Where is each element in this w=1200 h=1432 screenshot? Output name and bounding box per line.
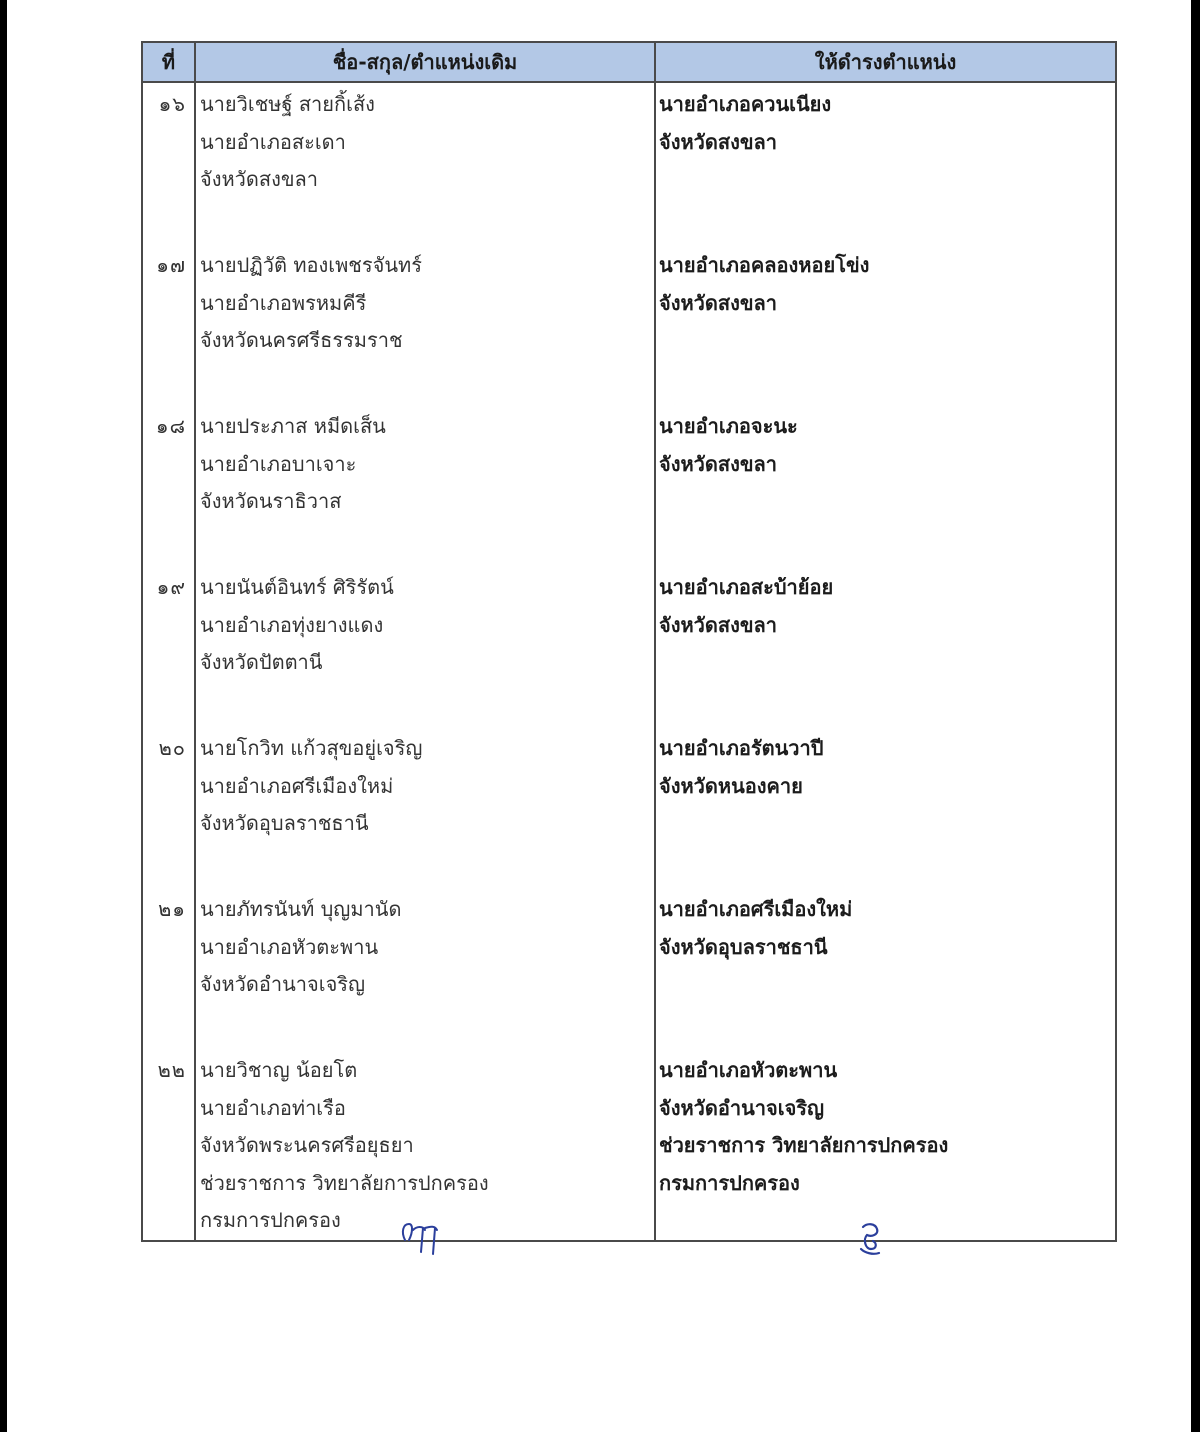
old-position-line: นายอำเภอสะเดา [200,129,346,154]
table-row [142,891,1116,1052]
old-position-line: ช่วยราชการ วิทยาลัยการปกครอง [200,1170,489,1195]
new-position-line: นายอำเภอควนเนียง [659,92,832,116]
table-row [142,569,1116,730]
new-position-line: นายอำเภอรัตนวาปี [659,736,824,760]
table-row [142,730,1116,891]
row-number: ๑๗ [142,247,195,408]
old-position-line: นายประภาส หมีดเส็น [200,414,386,438]
old-position-line: นายอำเภอทุ่งยางแดง [200,612,384,637]
old-position-cell [195,891,655,1052]
old-position-line: นายวิชาญ น้อยโต [200,1058,358,1082]
old-position-cell [195,408,655,569]
old-position-line: จังหวัดปัตตานี [200,650,323,674]
document-page [7,0,1191,1432]
old-position-line: กรมการปกครอง [200,1208,341,1232]
old-position-cell [195,82,655,247]
old-position-cell [195,569,655,730]
new-position-cell [655,569,1116,730]
new-position-line: นายอำเภอสะบ้าย้อย [659,575,834,599]
new-position-line: จังหวัดหนองคาย [659,773,803,798]
old-position-line: จังหวัดอุบลราชธานี [200,811,369,835]
row-number: ๑๘ [142,408,195,569]
row-number: ๑๙ [142,569,195,730]
table-header-row [142,42,1116,82]
header-old-position: ชื่อ-สกุล/ตำแหน่งเดิม [195,42,655,82]
signature-initial-left [395,1214,447,1260]
old-position-line: นายโกวิท แก้วสุขอยู่เจริญ [200,736,423,760]
new-position-cell [655,247,1116,408]
new-position-line: จังหวัดสงขลา [659,290,778,315]
new-position-line: นายอำเภอหัวตะพาน [659,1058,838,1082]
table-body [142,82,1116,1241]
old-position-line: จังหวัดนครศรีธรรมราช [200,328,403,352]
old-position-line: นายอำเภอศรีเมืองใหม่ [200,773,394,798]
appointment-table [141,41,1117,1242]
old-position-line: นายนันต์อินทร์ ศิริรัตน์ [200,575,394,599]
row-number: ๑๖ [142,82,195,247]
old-position-line: นายอำเภอบาเจาะ [200,451,357,476]
old-position-line: นายอำเภอพรหมคีรี [200,290,367,315]
table-row [142,82,1116,247]
row-number: ๒๐ [142,730,195,891]
header-no: ที่ [142,42,195,82]
old-position-cell [195,1052,655,1241]
new-position-cell [655,1052,1116,1241]
old-position-line: นายภัทรนันท์ บุญมานัด [200,897,402,921]
table-row [142,1052,1116,1241]
old-position-line: นายวิเชษฐ์ สายกิ้เส้ง [200,92,375,116]
new-position-line: จังหวัดอำนาจเจริญ [659,1095,825,1120]
row-number: ๒๒ [142,1052,195,1241]
row-number: ๒๑ [142,891,195,1052]
table-row [142,247,1116,408]
signature-initial-right [855,1219,885,1259]
old-position-cell [195,247,655,408]
old-position-line: นายอำเภอท่าเรือ [200,1095,346,1120]
new-position-cell [655,408,1116,569]
table-row [142,408,1116,569]
old-position-line: จังหวัดอำนาจเจริญ [200,972,366,996]
old-position-line: จังหวัดพระนครศรีอยุธยา [200,1133,414,1157]
header-new-position: ให้ดำรงตำแหน่ง [655,42,1116,82]
new-position-line: นายอำเภอจะนะ [659,414,798,438]
old-position-line: จังหวัดสงขลา [200,167,319,191]
old-position-line: จังหวัดนราธิวาส [200,489,342,513]
new-position-cell [655,891,1116,1052]
new-position-line: จังหวัดสงขลา [659,612,778,637]
old-position-cell [195,730,655,891]
old-position-line: นายอำเภอหัวตะพาน [200,934,379,959]
new-position-line: กรมการปกครอง [659,1170,800,1195]
new-position-cell [655,82,1116,247]
old-position-line: นายปฏิวัติ ทองเพชรจันทร์ [200,253,422,277]
new-position-line: ช่วยราชการ วิทยาลัยการปกครอง [659,1133,949,1157]
new-position-cell [655,730,1116,891]
new-position-line: จังหวัดอุบลราชธานี [659,934,828,959]
new-position-line: นายอำเภอคลองหอยโข่ง [659,253,870,277]
new-position-line: นายอำเภอศรีเมืองใหม่ [659,897,853,921]
new-position-line: จังหวัดสงขลา [659,129,778,154]
new-position-line: จังหวัดสงขลา [659,451,778,476]
